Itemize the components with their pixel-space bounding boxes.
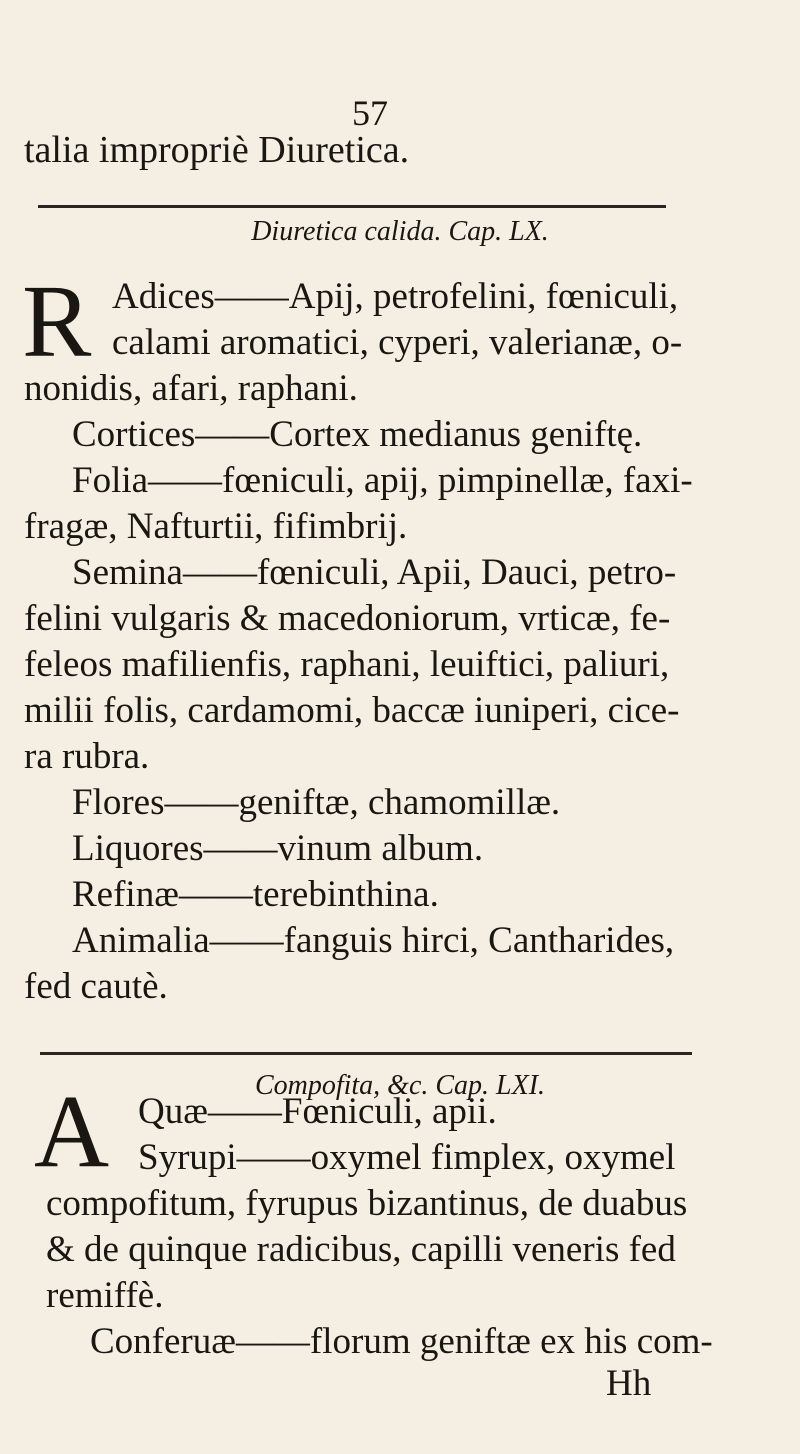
dropcap-R: R (22, 264, 92, 379)
top-rule (38, 205, 666, 208)
dropcap-A: A (34, 1074, 110, 1189)
text-line: Liquores——vinum album. (72, 828, 484, 869)
page-number: 57 (352, 93, 388, 133)
text-line: fed cautè. (24, 966, 168, 1007)
text-line: remiffè. (46, 1275, 164, 1316)
text-line: felini vulgaris & macedoniorum, vrticæ, fe- (24, 598, 671, 639)
top-line: talia impropriè Diuretica. (24, 129, 410, 171)
text-line: & de quinque radicibus, capilli veneris fed (46, 1229, 676, 1270)
text-line: Folia——fœniculi, apij, pimpinellæ, faxi- (72, 460, 693, 501)
text-line: Semina——fœniculi, Apii, Dauci, petro- (72, 552, 677, 593)
text-line: Cortices——Cortex medianus geniftę. (72, 414, 643, 455)
text-line: feleos mafilienfis, raphani, leuiftici, paliuri, (24, 644, 670, 685)
text-line: ra rubra. (24, 736, 150, 777)
text-line: Quæ——Fœniculi, apii. (138, 1091, 497, 1132)
text-line: Adices——Apij, petrofelini, fœniculi, (112, 276, 679, 317)
catchword: Hh (606, 1363, 652, 1404)
text-line: Refinæ——terebinthina. (72, 874, 439, 915)
middle-rule (40, 1052, 692, 1055)
section2-heading: Compofita, &c. Cap. LXI. (254, 1070, 546, 1101)
text-line: calami aromatici, cyperi, valerianæ, o- (112, 322, 683, 363)
section1-heading: Diuretica calida. Cap. LX. (251, 216, 549, 247)
text-line: fragæ, Nafturtii, fifimbrij. (24, 506, 408, 547)
text-line: compofitum, fyrupus bizantinus, de duabus (46, 1183, 688, 1224)
text-line: milii folis, cardamomi, baccæ iuniperi, cice- (24, 690, 680, 731)
text-line: nonidis, afari, raphani. (24, 368, 358, 409)
text-line: Animalia——fanguis hirci, Cantharides, (72, 920, 675, 961)
text-line: Conferuæ——florum geniftæ ex his com- (90, 1321, 713, 1362)
text-line: Syrupi——oxymel fimplex, oxymel (138, 1137, 676, 1178)
text-line: Flores——geniftæ, chamomillæ. (72, 782, 561, 823)
